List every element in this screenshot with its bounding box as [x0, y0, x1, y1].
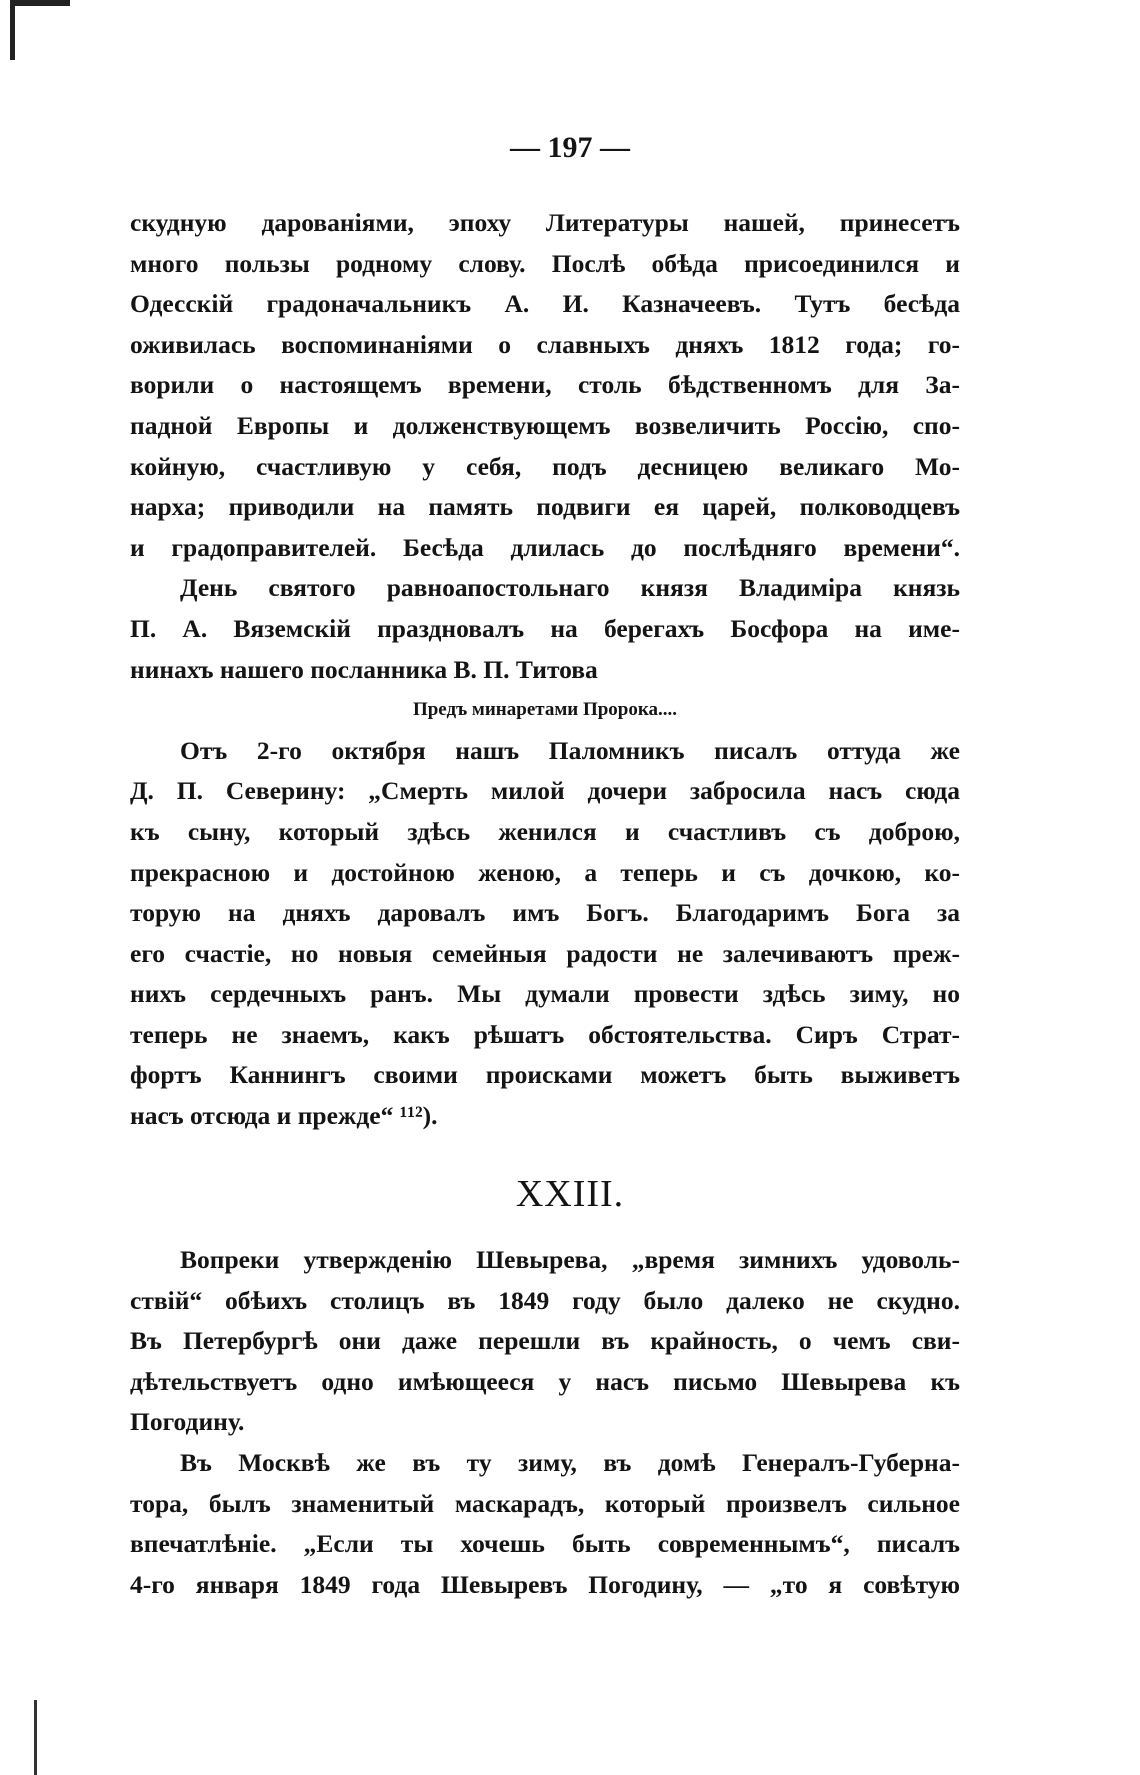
- text-line: 4-го января 1849 года Шевыревъ Погодину, — „то я совѣтую: [130, 1569, 960, 1599]
- section-heading: XXIII.: [515, 1173, 625, 1215]
- text-line: Отъ 2-го октября нашъ Паломникъ писалъ оттуда же: [180, 735, 960, 765]
- paragraph: [130, 731, 960, 1137]
- text-line: Д. П. Северину: „Смерть милой дочери забросила насъ сюда: [130, 776, 960, 806]
- text-block-lower: [130, 1240, 960, 1605]
- text-line: нихъ сердечныхъ ранъ. Мы думали провести здѣсь зиму, но: [130, 979, 960, 1009]
- text-line: ворили о настоящемъ времени, столь бѣдственномъ для За-: [130, 370, 960, 400]
- text-line: и градоправителей. Бесѣда длилась до послѣдняго времени“.: [130, 532, 960, 562]
- text-block-upper: [130, 203, 960, 1137]
- text-line: тора, былъ знаменитый маскарадъ, который произвелъ сильное: [130, 1488, 960, 1518]
- verse-quote: Предъ минаретами Пророка....: [412, 699, 678, 721]
- paragraph: [130, 1240, 960, 1443]
- text-line: падной Европы и долженствующемъ возвеличить Россію, спо-: [130, 410, 960, 440]
- text-line: ствій“ обѣихъ столицъ въ 1849 году было далеко не скудно.: [130, 1285, 960, 1315]
- scan-edge-mark: [10, 0, 70, 6]
- text-line: насъ отсюда и прежде“ ¹¹²).: [130, 1101, 438, 1131]
- text-line: его счастіе, но новыя семейныя радости не залечиваютъ преж-: [130, 938, 960, 968]
- paragraph: [130, 1443, 960, 1605]
- text-line: койную, счастливую у себя, подъ десницею великаго Мо-: [130, 451, 960, 481]
- text-line: День святого равноапостольнаго князя Владиміра князь: [180, 573, 960, 603]
- text-line: нарха; приводили на память подвиги ея царей, полководцевъ: [130, 492, 960, 522]
- text-line: торую на дняхъ даровалъ имъ Богъ. Благодаримъ Бога за: [130, 898, 960, 928]
- text-line: Въ Петербургѣ они даже перешли въ крайность, о чемъ сви-: [130, 1326, 960, 1356]
- text-line: теперь не знаемъ, какъ рѣшатъ обстоятельства. Сиръ Страт-: [130, 1019, 960, 1049]
- text-line: прекрасною и достойною женою, а теперь и съ дочкою, ко-: [130, 857, 960, 887]
- text-line: дѣтельствуетъ одно имѣющееся у насъ письмо Шевырева къ: [130, 1366, 960, 1396]
- text-line: фортъ Каннингъ своими происками можетъ быть выживетъ: [130, 1060, 960, 1090]
- text-line: Погодину.: [130, 1407, 245, 1437]
- text-line: Вопреки утвержденію Шевырева, „время зимнихъ удоволь-: [180, 1245, 960, 1274]
- text-line: оживилась воспоминаніями о славныхъ дняхъ 1812 года; го-: [130, 329, 960, 359]
- paragraph: [130, 568, 960, 690]
- text-line: скудную дарованіями, эпоху Литературы нашей, принесетъ: [130, 208, 960, 237]
- text-line: нинахъ нашего посланника В. П. Титова: [130, 654, 598, 684]
- text-line: много пользы родному слову. Послѣ обѣда присоединился и: [130, 248, 960, 278]
- text-line: къ сыну, который здѣсь женился и счастливъ съ доброю,: [130, 816, 960, 846]
- paragraph: [130, 203, 960, 568]
- scan-edge-mark: [34, 1700, 37, 1775]
- page-number: — 197 —: [510, 131, 630, 164]
- text-line: П. А. Вяземскій праздновалъ на берегахъ Босфора на име-: [130, 613, 960, 643]
- text-line: Въ Москвѣ же въ ту зиму, въ домѣ Генералъ-Губерна-: [180, 1447, 960, 1477]
- scan-edge-mark: [10, 0, 15, 60]
- text-line: впечатлѣніе. „Если ты хочешь быть современнымъ“, писалъ: [130, 1529, 960, 1559]
- text-line: Одесскій градоначальникъ А. И. Казначеевъ. Тутъ бесѣда: [130, 289, 960, 319]
